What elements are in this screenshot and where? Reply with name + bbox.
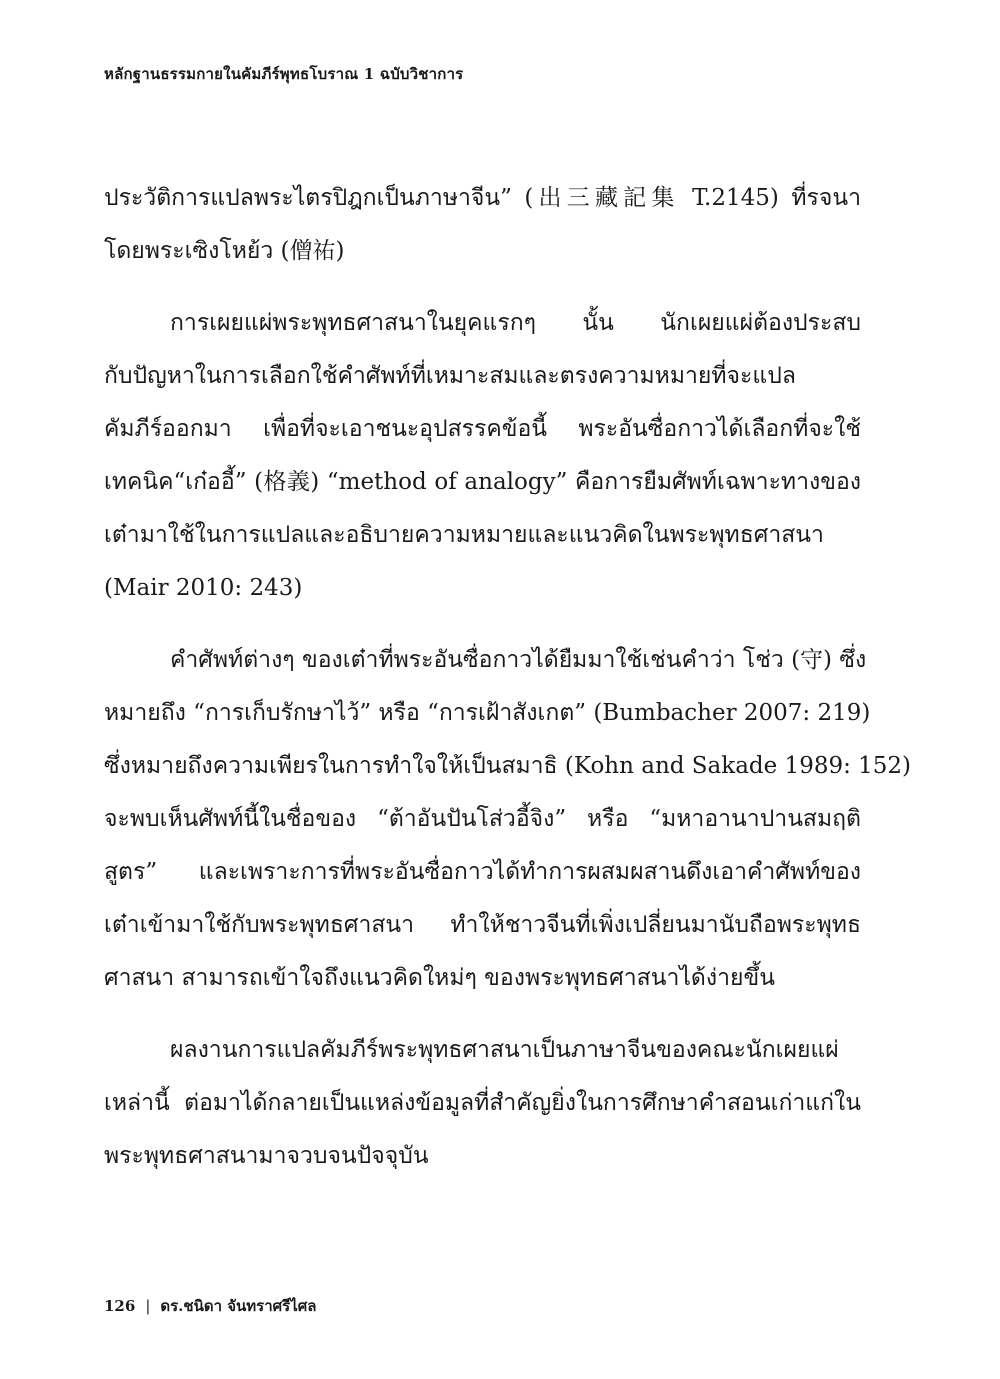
text-line: เทคนิค“เก๋ออี้” (格義) “method of analogy” คือการยืมศัพท์เฉพาะทางของ — [104, 469, 861, 495]
page-number: 126 — [104, 1297, 136, 1315]
paragraph-continuation — [104, 172, 861, 278]
text-line: กับปัญหาในการเลือกใช้คำศัพท์ที่เหมาะสมและตรงความหมายที่จะแปล — [104, 363, 796, 389]
text-line: คำศัพท์ต่างๆ ของเต๋าที่พระอันซื่อกาวได้ยืมมาใช้เช่นคำว่า โช่ว (守) ซึ่ง — [170, 647, 867, 673]
text-line: พระพุทธศาสนามาจวบจนปัจจุบัน — [104, 1143, 429, 1169]
paragraph-conclusion — [104, 1024, 861, 1183]
text-line: ศาสนา สามารถเข้าใจถึงแนวคิดใหม่ๆ ของพระพุทธศาสนาได้ง่ายขึ้น — [104, 965, 775, 991]
body-text — [104, 172, 912, 1183]
footer-author: ดร.ชนิดา จันทราศรีไศล — [160, 1297, 317, 1315]
paragraph-translation-technique — [104, 297, 861, 615]
page-footer — [104, 1294, 316, 1318]
text-line: จะพบเห็นศัพท์นี้ในชื่อของ “ต้าอันปันโส่วอี้จิง” หรือ “มหาอานาปานสมฤติ — [104, 806, 861, 832]
running-header: หลักฐานธรรมกายในคัมภีร์พุทธโบราณ 1 ฉบับวิชาการ — [104, 65, 464, 83]
text-line: เต๋าเข้ามาใช้กับพระพุทธศาสนา ทำให้ชาวจีนที่เพิ่งเปลี่ยนมานับถือพระพุทธ — [104, 912, 861, 938]
text-line: (Mair 2010: 243) — [104, 575, 303, 601]
text-line: ซึ่งหมายถึงความเพียรในการทำใจให้เป็นสมาธิ (Kohn and Sakade 1989: 152) — [104, 753, 912, 779]
text-line: เต๋ามาใช้ในการแปลและอธิบายความหมายและแนวคิดในพระพุทธศาสนา — [104, 522, 824, 548]
text-line: สูตร” และเพราะการที่พระอันซื่อกาวได้ทำการผสมผสานดึงเอาคำศัพท์ของ — [104, 859, 861, 885]
text-line: ผลงานการแปลคัมภีร์พระพุทธศาสนาเป็นภาษาจีนของคณะนักเผยแผ่ — [170, 1037, 839, 1063]
text-line: คัมภีร์ออกมา เพื่อที่จะเอาชนะอุปสรรคข้อนี้ พระอันซื่อกาวได้เลือกที่จะใช้ — [104, 416, 861, 442]
text-line: โดยพระเซิงโหย้ว (僧祐) — [104, 238, 345, 264]
paragraph-taoist-terms — [104, 634, 912, 1005]
text-line: หมายถึง “การเก็บรักษาไว้” หรือ “การเฝ้าสังเกต” (Bumbacher 2007: 219) — [104, 700, 871, 726]
text-line: เหล่านี้ ต่อมาได้กลายเป็นแหล่งข้อมูลที่สำคัญยิ่งในการศึกษาคำสอนเก่าแก่ใน — [104, 1090, 861, 1116]
text-line: ประวัติการแปลพระไตรปิฎกเป็นภาษาจีน” (出三藏記集 T.2145) ที่รจนา — [104, 185, 861, 211]
text-line: การเผยแผ่พระพุทธศาสนาในยุคแรกๆ นั้น นักเผยแผ่ต้องประสบ — [170, 310, 861, 336]
footer-separator: | — [145, 1297, 151, 1315]
